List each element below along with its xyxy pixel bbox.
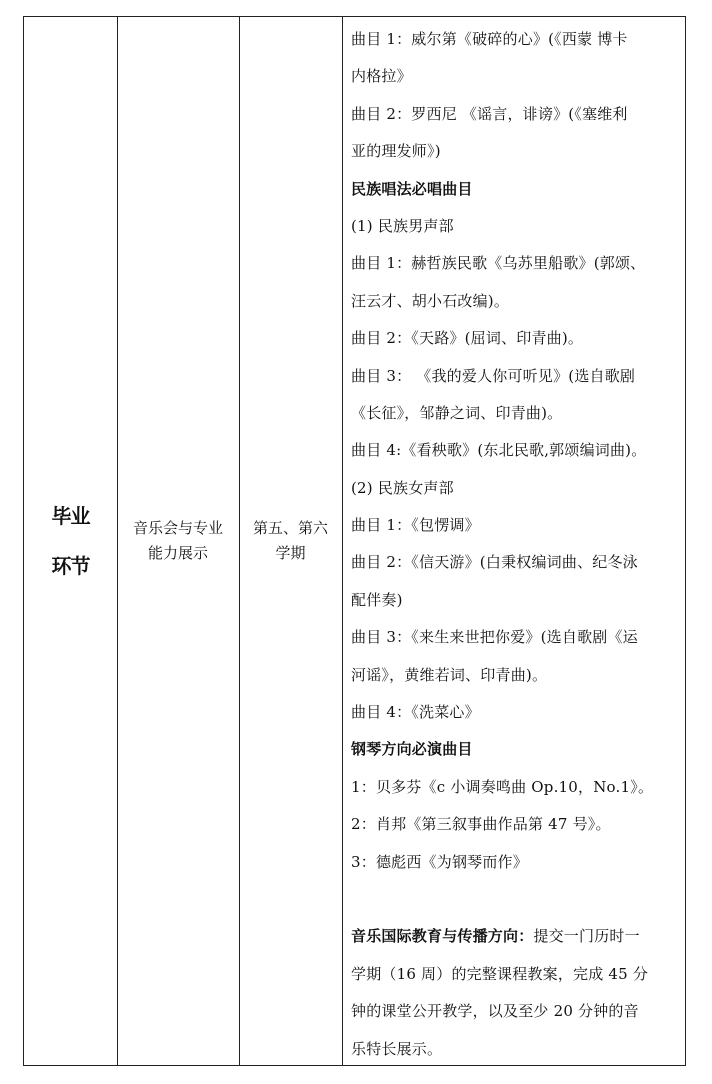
content-line: 曲目 1：《包愣调》 [351,516,480,535]
stage-label-line: 环节 [51,554,90,578]
section-heading: 民族唱法必唱曲目 [351,179,473,198]
content-line: 亚的理发师》) [351,142,441,161]
semester-label-line: 学期 [275,544,306,562]
content-line: (1) 民族男声部 [351,216,454,235]
content-line: 钟的课堂公开教学，以及至少 20 分钟的音 [351,1002,639,1021]
content-line: 曲目 3：《来生来世把你爱》(选自歌剧《运 [351,628,638,647]
curriculum-table [23,16,686,1066]
inline-heading: 音乐国际教育与传播方向： [351,927,534,946]
content-line: 河谣》，黄维若词、印青曲)。 [351,665,548,684]
semester-cell [239,17,342,1065]
semester-label-line: 第五、第六 [252,519,328,537]
content-line: 曲目 4：《洗菜心》 [351,703,480,722]
content-line: 3：德彪西《为钢琴而作》 [351,852,528,871]
blank-line [351,881,679,918]
content-line: 配伴奏) [351,590,403,609]
repertoire-content-cell [342,17,685,1068]
content-line: 曲目 4:《看秧歌》(东北民歌,郭颂编词曲)。 [351,441,647,460]
activity-cell [117,17,239,1065]
content-text: 提交一门历时一 [533,927,640,946]
content-line: 曲目 1：威尔第《破碎的心》(《西蒙 博卡 [351,30,628,48]
content-line [351,918,679,955]
activity-label-line: 能力展示 [147,544,208,562]
section-heading: 钢琴方向必演曲目 [351,740,473,759]
content-line: 曲目 2：《信天游》(白秉权编词曲、纪冬泳 [351,553,638,572]
content-line: 2：肖邦《第三叙事曲作品第 47 号》。 [351,815,611,834]
content-line: 1：贝多芬《c 小调奏鸣曲 Op.10，No.1》。 [351,777,654,796]
content-line: 《长征》，邹静之词、印青曲)。 [351,403,563,422]
content-line: 乐特长展示。 [351,1039,443,1058]
content-line: 汪云才、胡小石改编)。 [351,291,510,310]
content-line: 曲目 1：赫哲族民歌《乌苏里船歌》(郭颂、 [351,254,646,273]
activity-label-line: 音乐会与专业 [132,519,223,537]
stage-label-line: 毕业 [51,504,90,528]
content-line: 学期（16 周）的完整课程教案，完成 45 分 [351,964,649,983]
content-line: 曲目 2：《天路》(屈词、印青曲)。 [351,329,584,348]
content-line: 曲目 3： 《我的爱人你可听见》(选自歌剧 [351,366,636,385]
content-line: 内格拉》 [351,67,412,86]
content-line: (2) 民族女声部 [351,478,454,497]
stage-cell [24,17,117,1065]
content-line: 曲目 2：罗西尼 《谣言，诽谤》(《塞维利 [351,104,628,123]
